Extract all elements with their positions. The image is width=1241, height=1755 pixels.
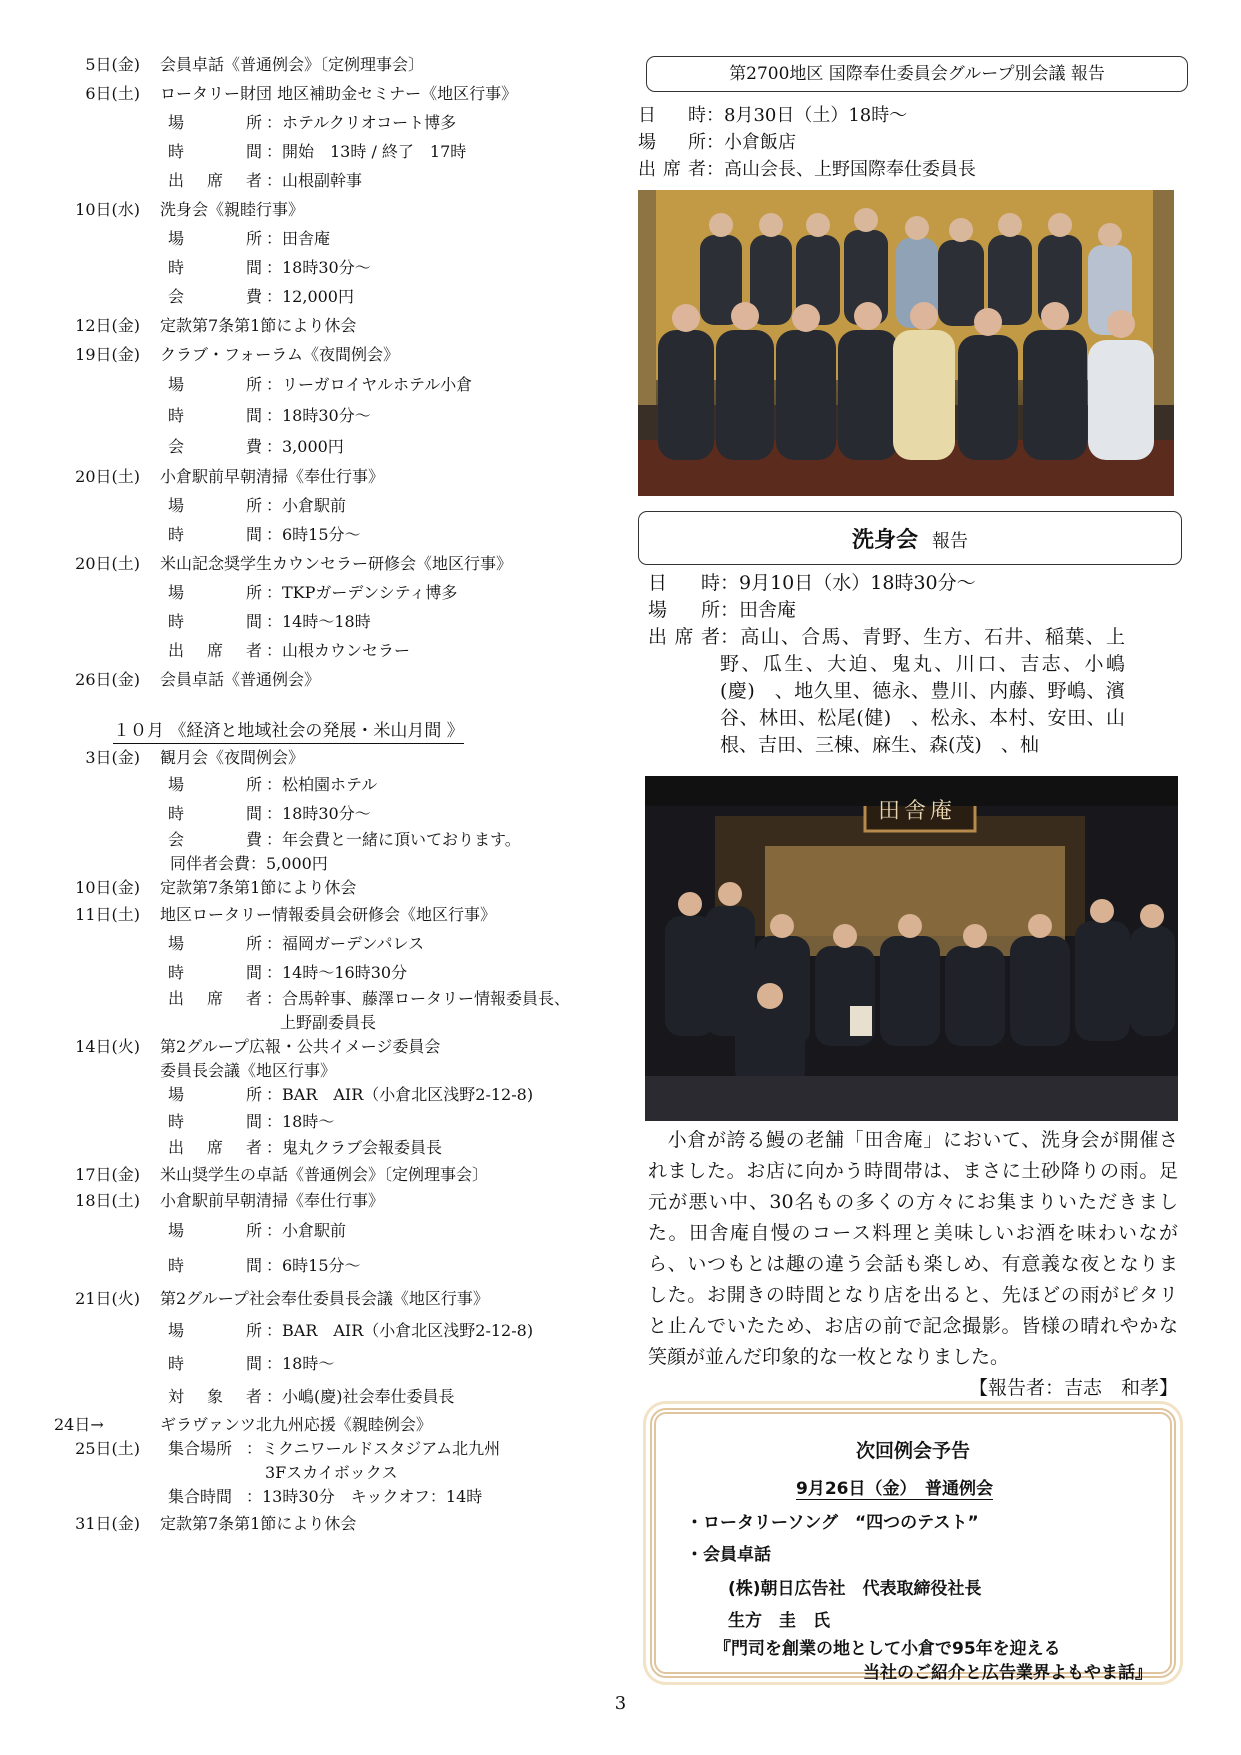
detail-row <box>40 137 620 166</box>
detail-row <box>40 1314 620 1347</box>
schedule-event: 地区ロータリー情報委員会研修会《地区行事》 <box>160 905 497 924</box>
schedule-row <box>40 876 620 900</box>
detail-value: ：14時～16時30分 <box>266 963 408 982</box>
detail-value: ：小倉駅前 <box>266 496 347 515</box>
detail-row <box>40 520 620 549</box>
detail-value: ：小嶋(慶)社会奉仕委員長 <box>266 1387 455 1406</box>
detail-key: 場 所 <box>168 496 262 515</box>
schedule-event: 会員卓話《普通例会》 <box>160 670 321 689</box>
report-place: 場 所：小倉飯店 <box>638 132 796 153</box>
detail-value: ：18時30分～ <box>266 406 371 425</box>
detail-row <box>40 400 620 431</box>
detail-value: ：開始 13時 / 終了 17時 <box>266 142 467 161</box>
report-date: 日 時：9月10日（水）18時30分～ <box>648 572 976 594</box>
detail-value: ：ホテルクリオコート博多 <box>266 113 457 132</box>
detail-value: ：18時30分～ <box>266 804 371 823</box>
detail-key: 時 間 <box>168 1112 262 1131</box>
schedule-date: 10日(水) <box>75 200 140 219</box>
schedule-event: 定款第7条第1節により休会 <box>160 878 357 897</box>
detail-row <box>40 369 620 400</box>
detail-key: 時 間 <box>168 258 262 277</box>
report-attendees: 出席者 ：高山、合馬、青野、生方、石井、稲葉、上野、瓜生、大迫、鬼丸、川口、吉志、小嶋(慶) 、地久里、德永、豊川、内藤、野嶋、濱谷、林田、松尾(健) 、松永、本村、安田、山根、吉田、三棟、麻生、森(茂) 、杣 <box>648 624 1188 759</box>
schedule-date: 21日(火) <box>75 1289 140 1308</box>
detail-row <box>40 929 620 958</box>
detail-continuation: 上野副委員長 <box>280 1013 377 1032</box>
detail-row <box>40 1107 620 1136</box>
detail-value: ：18時30分～ <box>266 258 371 277</box>
next-meeting-notice <box>650 1408 1176 1683</box>
reports-column <box>638 56 1198 756</box>
schedule-date: 20日(土) <box>75 467 140 486</box>
detail-value: ：18時～ <box>266 1112 335 1131</box>
detail-key: 会 費 <box>168 830 262 849</box>
detail-key: 場 所 <box>168 113 262 132</box>
schedule-date: 18日(土) <box>75 1191 140 1210</box>
report-body: 小倉が誇る鰻の老舗「田舎庵」において、洗身会が開催されました。お店に向かう時間帯は、まさに土砂降りの雨。足元が悪い中、30名もの多くの方々にお集まりいただきました。田舎庵自慢のコース料理と美味しいお酒を味わいながら、いつもとは趣の違う会話も楽しめ、有意義な夜となりました。お開きの時間となり店を出ると、先ほどの雨がピタリと止んでいたため、お店の前で記念撮影。皆様の晴れやかな笑顔が並んだ印象的な一枚となりました。 【報告者：吉志 和孝】 <box>648 1125 1178 1404</box>
detail-value: ：リーガロイヤルホテル小倉 <box>266 375 473 394</box>
detail-continuation: 3Fスカイボックス <box>265 1463 398 1482</box>
detail-key: 集合時間 <box>168 1487 233 1506</box>
restaurant-group-photo <box>645 776 1178 1121</box>
schedule-row <box>40 1437 620 1461</box>
detail-row <box>40 987 620 1011</box>
detail-value: ：田舎庵 <box>266 229 331 248</box>
group-photo <box>638 190 1174 496</box>
schedule-row <box>40 1283 620 1314</box>
schedule-event: 小倉駅前早朝清掃《奉仕行事》 <box>160 467 385 486</box>
detail-value: ：鬼丸クラブ会報委員長 <box>266 1138 443 1157</box>
detail-value: ：TKPガーデンシティ博多 <box>266 583 458 602</box>
talk-topic-line2: 当社のご紹介と広告業界よもやま話』 <box>863 1663 1152 1683</box>
schedule-event: 会員卓話《普通例会》〔定例理事会〕 <box>160 55 425 74</box>
detail-row <box>40 108 620 137</box>
schedule-date: 11日(土) <box>75 905 140 924</box>
report-title-suffix: 報告 <box>932 531 968 552</box>
schedule-row <box>40 746 620 770</box>
detail-key: 場 所 <box>168 1321 262 1340</box>
detail-row <box>40 1213 620 1248</box>
detail-value: ：年会費と一緒に頂いております。 <box>266 830 521 849</box>
detail-value: ：合馬幹事、藤澤ロータリー情報委員長、 <box>266 989 571 1008</box>
detail-key: 時 間 <box>168 612 262 631</box>
schedule-date: 10日(金) <box>75 878 140 897</box>
group-photo-illustration <box>638 190 1174 496</box>
detail-value: ：12,000円 <box>266 287 354 306</box>
detail-row <box>40 1380 620 1413</box>
detail-key: 集合場所 <box>168 1439 233 1458</box>
detail-row <box>40 431 620 462</box>
detail-row <box>40 253 620 282</box>
detail-key: 時 間 <box>168 804 262 823</box>
schedule-event: クラブ・フォーラム《夜間例会》 <box>160 345 400 364</box>
detail-key: 場 所 <box>168 375 262 394</box>
detail-key: 時 間 <box>168 525 262 544</box>
detail-row <box>40 770 620 799</box>
talk-topic-line1: 『門司を創業の地として小倉で95年を迎える <box>714 1639 1061 1659</box>
detail-companion-fee: 同伴者会費：5,000円 <box>170 854 328 873</box>
detail-key: 会 費 <box>168 287 262 306</box>
schedule-event: 小倉駅前早朝清掃《奉仕行事》 <box>160 1191 385 1210</box>
detail-value: ：13時30分 キックオフ：14時 <box>246 1487 483 1506</box>
detail-row <box>40 607 620 636</box>
schedule-row <box>40 549 620 578</box>
schedule-event: ロータリー財団 地区補助金セミナー《地区行事》 <box>160 84 518 103</box>
detail-value: ：BAR AIR（小倉北区浅野2-12-8) <box>266 1321 534 1340</box>
schedule-row <box>40 1509 620 1538</box>
detail-row <box>40 1248 620 1283</box>
report-date: 日 時：8月30日（土）18時～ <box>638 105 908 126</box>
schedule-row <box>40 462 620 491</box>
schedule-date: 12日(金) <box>75 316 140 335</box>
detail-row <box>40 282 620 311</box>
schedule-row <box>40 1189 620 1213</box>
schedule-date: 19日(金) <box>75 345 140 364</box>
schedule-date: 25日(土) <box>75 1439 140 1458</box>
detail-key: 場 所 <box>168 583 262 602</box>
detail-value: ：ミクニワールドスタジアム北九州 <box>246 1439 501 1458</box>
detail-key: 出席者 <box>168 641 262 660</box>
schedule-event: 観月会《夜間例会》 <box>160 748 305 767</box>
october-heading: １０月 《経済と地域社会の発展・米山月間 》 <box>40 716 620 746</box>
restaurant-photo-illustration <box>645 776 1178 1121</box>
next-meeting-title: 次回例会予告 <box>855 1440 970 1462</box>
report-title-box <box>638 511 1182 565</box>
schedule-event: ギラヴァンツ北九州応援《親睦例会》 <box>160 1415 432 1434</box>
detail-row <box>40 1485 620 1509</box>
detail-row <box>40 828 620 852</box>
detail-row <box>40 1136 620 1160</box>
schedule-event-continuation: 委員長会議《地区行事》 <box>160 1061 337 1080</box>
schedule-event: 洗身会《親睦行事》 <box>160 200 305 219</box>
detail-row <box>40 1347 620 1380</box>
detail-row <box>40 578 620 607</box>
schedule-row <box>40 340 620 369</box>
detail-key: 出席者 <box>168 989 262 1008</box>
schedule-event: 定款第7条第1節により休会 <box>160 316 357 335</box>
schedule-date: 5日(金) <box>85 55 140 74</box>
schedule-date: 24日→ <box>54 1415 104 1434</box>
detail-row <box>40 224 620 253</box>
speaker-name: 生方 圭 氏 <box>728 1611 830 1631</box>
detail-value: ：3,000円 <box>266 437 344 456</box>
detail-key: 場 所 <box>168 229 262 248</box>
next-meeting-song: ・ロータリーソング “四つのテスト” <box>686 1513 979 1533</box>
detail-key: 時 間 <box>168 963 262 982</box>
detail-row <box>40 958 620 987</box>
detail-row <box>40 636 620 665</box>
detail-row <box>40 1083 620 1107</box>
schedule-row <box>40 1035 620 1059</box>
schedule-date: 31日(金) <box>75 1514 140 1533</box>
schedule-event: 米山記念奨学生カウンセラー研修会《地区行事》 <box>160 554 513 573</box>
next-meeting-talk: ・会員卓話 <box>686 1545 771 1565</box>
next-meeting-date: 9月26日（金） 普通例会 <box>796 1474 993 1500</box>
schedule-row <box>40 665 620 694</box>
detail-key: 対象者 <box>168 1387 262 1406</box>
detail-value: ：福岡ガーデンパレス <box>266 934 425 953</box>
schedule-event: 第2グループ社会奉仕委員長会議《地区行事》 <box>160 1289 489 1308</box>
detail-value: ：山根副幹事 <box>266 171 363 190</box>
detail-key: 会 費 <box>168 437 262 456</box>
detail-row <box>40 799 620 828</box>
schedule-row <box>40 79 620 108</box>
shop-sign-text: 田舎庵 <box>878 799 957 824</box>
schedule-row <box>40 311 620 340</box>
detail-value: ：小倉駅前 <box>266 1221 347 1240</box>
schedule-row <box>40 1413 620 1437</box>
schedule-row <box>40 900 620 929</box>
detail-value: ：18時～ <box>266 1354 335 1373</box>
detail-key: 出席者 <box>168 1138 262 1157</box>
detail-value: ：14時～18時 <box>266 612 371 631</box>
schedule-date: 17日(金) <box>75 1165 140 1184</box>
schedule-column <box>40 50 620 1538</box>
detail-row <box>40 166 620 195</box>
detail-key: 出席者 <box>168 171 262 190</box>
detail-key: 場 所 <box>168 1085 262 1104</box>
report-author: 【報告者：吉志 和孝】 <box>968 1377 1178 1399</box>
report-title-box: 第2700地区 国際奉仕委員会グループ別会議 報告 <box>646 56 1188 92</box>
attendee-list: ：高山、合馬、青野、生方、石井、稲葉、上野、瓜生、大迫、鬼丸、川口、吉志、小嶋(慶) 、地久里、德永、豊川、内藤、野嶋、濱谷、林田、松尾(健) 、松永、本村、安田、山根、吉田、三棟、麻生、森(茂) 、杣 <box>720 626 1125 756</box>
schedule-event: 米山奨学生の卓話《普通例会》〔定例理事会〕 <box>160 1165 489 1184</box>
detail-key: 時 間 <box>168 142 262 161</box>
schedule-row <box>40 195 620 224</box>
report-attendees: 出席者：高山会長、上野国際奉仕委員長 <box>638 159 976 180</box>
schedule-date: 6日(土) <box>85 84 140 103</box>
report-title: 洗身会 <box>851 528 918 553</box>
page-number: 3 <box>614 1693 627 1714</box>
detail-value: ：6時15分～ <box>266 525 361 544</box>
detail-key: 時 間 <box>168 1354 262 1373</box>
detail-value: ：山根カウンセラー <box>266 641 411 660</box>
schedule-event: 定款第7条第1節により休会 <box>160 1514 357 1533</box>
detail-value: ：松柏園ホテル <box>266 775 378 794</box>
report-place: 場 所：田舎庵 <box>648 599 797 621</box>
speaker-company: (株)朝日広告社 代表取締役社長 <box>728 1579 982 1599</box>
detail-value: ：BAR AIR（小倉北区浅野2-12-8) <box>266 1085 534 1104</box>
schedule-row <box>40 50 620 79</box>
detail-key: 場 所 <box>168 934 262 953</box>
detail-row <box>40 491 620 520</box>
detail-key: 時 間 <box>168 406 262 425</box>
schedule-date: 20日(土) <box>75 554 140 573</box>
detail-key: 場 所 <box>168 1221 262 1240</box>
schedule-date: 3日(金) <box>85 748 140 767</box>
detail-key: 時 間 <box>168 1256 262 1275</box>
detail-key: 場 所 <box>168 775 262 794</box>
detail-value: ：6時15分～ <box>266 1256 361 1275</box>
schedule-row <box>40 1160 620 1189</box>
schedule-date: 26日(金) <box>75 670 140 689</box>
schedule-event: 第2グループ広報・公共イメージ委員会 <box>160 1037 441 1056</box>
schedule-date: 14日(火) <box>75 1037 140 1056</box>
